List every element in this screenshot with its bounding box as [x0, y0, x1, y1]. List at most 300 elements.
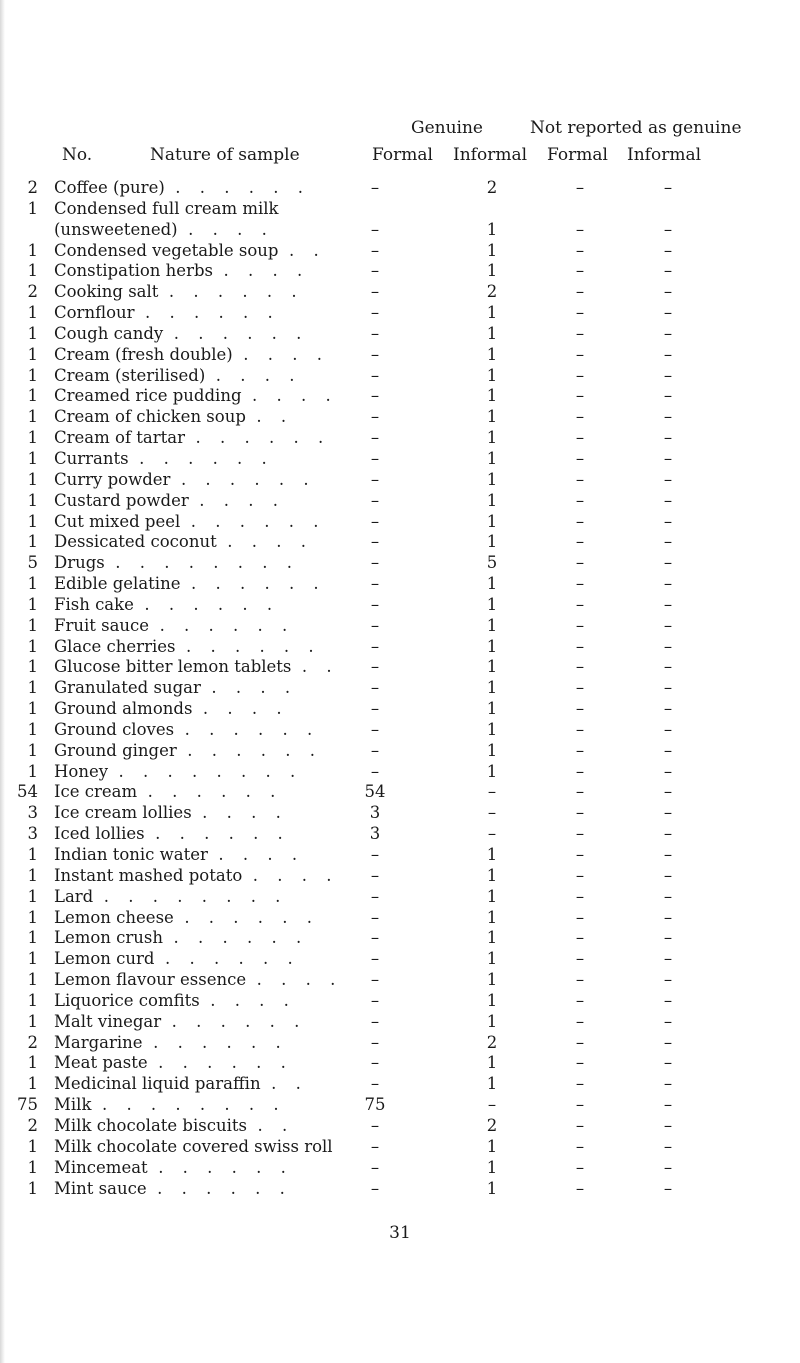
sample-name-text: Constipation herbs — [54, 261, 213, 281]
sample-name-text: Granulated sugar — [54, 678, 201, 698]
leader-dots: . . . . . . — [144, 594, 280, 614]
genuine-informal-cell: 1 — [486, 428, 498, 448]
genuine-heading: Genuine — [411, 118, 483, 138]
not-reported-informal-cell: – — [663, 824, 673, 844]
sample-count: 1 — [27, 407, 38, 427]
genuine-formal-cell: – — [370, 574, 380, 594]
leader-dots: . . . . . . . . — [101, 1095, 286, 1115]
sample-name — [54, 1158, 293, 1179]
not-reported-informal-cell: – — [663, 845, 673, 864]
not-reported-informal-cell: – — [663, 469, 673, 489]
sample-name — [54, 657, 339, 678]
not-reported-formal-cell: – — [575, 907, 585, 927]
genuine-informal-cell: 1 — [486, 657, 498, 677]
genuine-formal-cell: – — [370, 865, 380, 885]
sample-name — [54, 345, 329, 366]
genuine-formal-cell: – — [370, 469, 380, 489]
table-row — [0, 303, 800, 324]
not-reported-informal-cell: – — [663, 928, 673, 948]
table-row — [0, 803, 800, 824]
sample-name — [54, 220, 274, 241]
not-reported-formal-cell: – — [575, 1074, 585, 1094]
genuine-informal-cell: 1 — [486, 594, 498, 614]
genuine-informal-cell: 1 — [486, 240, 498, 260]
sample-name-text: Curry powder — [54, 469, 171, 489]
not-reported-formal-cell: – — [575, 1136, 585, 1156]
table-row — [0, 574, 800, 595]
sample-name-text: Margarine — [54, 1032, 143, 1052]
sample-count: 3 — [27, 803, 38, 823]
genuine-informal-cell: – — [487, 782, 497, 802]
sample-count: 1 — [27, 574, 38, 594]
genuine-informal-cell: 1 — [486, 532, 498, 552]
leader-dots: . . . . — [227, 532, 313, 552]
sample-name-text: Glace cherries — [54, 636, 176, 656]
no-heading: No. — [62, 145, 93, 165]
genuine-formal-cell: – — [370, 657, 380, 677]
genuine-informal-cell: 1 — [486, 365, 498, 385]
not-reported-informal-cell: – — [663, 511, 673, 531]
not-reported-formal-cell: – — [575, 323, 585, 343]
genuine-formal-cell: – — [370, 1053, 380, 1073]
genuine-informal-cell: 2 — [486, 178, 498, 197]
not-reported-informal-cell: – — [663, 1011, 673, 1031]
not-reported-formal-cell: – — [575, 428, 585, 448]
sample-name-text: Cornflour — [54, 303, 135, 323]
not-reported-formal-cell: – — [575, 386, 585, 406]
sample-name — [54, 199, 289, 220]
table-row — [0, 720, 800, 741]
not-reported-formal-cell: – — [575, 949, 585, 969]
genuine-informal-cell: 1 — [486, 1011, 498, 1031]
not-reported-informal-cell: – — [663, 615, 673, 635]
table-row — [0, 1179, 800, 1200]
not-reported-informal-cell: – — [663, 240, 673, 260]
table-row — [0, 866, 800, 887]
not-reported-informal-cell: – — [663, 970, 673, 990]
table-row — [0, 1012, 800, 1033]
sample-name — [54, 908, 319, 929]
leader-dots: . . . . . . — [184, 719, 320, 739]
sample-name-text: Malt vinegar — [54, 1011, 162, 1031]
genuine-informal-cell: 1 — [486, 574, 498, 594]
sample-name-text: Iced lollies — [54, 824, 145, 844]
genuine-formal-cell: – — [370, 615, 380, 635]
genuine-formal-cell: – — [370, 678, 380, 698]
sample-count: 1 — [27, 198, 38, 218]
sample-count: 1 — [27, 344, 38, 364]
sample-name-text: Lemon curd — [54, 949, 155, 969]
sample-name-text: Fruit sauce — [54, 615, 150, 635]
sample-name — [54, 386, 338, 407]
not-reported-formal-cell: – — [575, 678, 585, 698]
leader-dots: . . . . . . — [168, 282, 304, 302]
sample-name — [54, 532, 313, 553]
sample-name — [54, 824, 290, 845]
genuine-formal-cell: – — [370, 178, 380, 197]
sample-name — [54, 491, 285, 512]
sample-name — [54, 699, 289, 720]
genuine-informal-cell: 1 — [486, 469, 498, 489]
sample-name — [54, 991, 296, 1012]
sample-name — [54, 324, 308, 345]
not-reported-formal-cell: – — [575, 261, 585, 281]
not-reported-informal-cell: – — [663, 636, 673, 656]
genuine-informal-cell: 1 — [486, 1178, 498, 1198]
table-row — [0, 928, 800, 949]
genuine-informal-cell: 1 — [486, 407, 498, 427]
not-reported-formal-cell: – — [575, 511, 585, 531]
table-row — [0, 657, 800, 678]
sample-name-text: Fish cake — [54, 594, 134, 614]
leader-dots: . . . . — [202, 699, 289, 719]
not-reported-informal-heading: Informal — [627, 145, 702, 165]
genuine-formal-cell: – — [370, 511, 380, 531]
not-reported-formal-cell: – — [575, 845, 585, 864]
sample-name-text: Ground ginger — [54, 740, 177, 760]
sample-name — [54, 949, 300, 970]
genuine-formal-cell: – — [370, 845, 380, 864]
sample-name — [54, 616, 294, 637]
leader-dots: . . . . . . — [139, 448, 274, 468]
table-row — [0, 1074, 800, 1095]
leader-dots: . . . . — [210, 990, 296, 1010]
sample-count: 1 — [27, 261, 38, 281]
genuine-informal-cell: 1 — [486, 219, 498, 239]
leader-dots: . . . . . . — [158, 1053, 293, 1073]
genuine-formal-cell: – — [370, 1032, 380, 1052]
leader-dots: . . . . . . . . — [103, 886, 288, 906]
table-row — [0, 178, 800, 199]
nature-heading: Nature of sample — [150, 145, 300, 165]
leader-dots: . . . . . . — [155, 824, 290, 844]
genuine-formal-cell: – — [370, 699, 380, 719]
leader-dots: . . . . . . — [153, 1032, 288, 1052]
sample-name — [54, 803, 288, 824]
sample-count: 1 — [27, 448, 38, 468]
genuine-formal-cell: – — [370, 532, 380, 552]
genuine-formal-cell: – — [370, 1115, 380, 1135]
genuine-informal-cell: – — [487, 824, 497, 844]
not-reported-informal-cell: – — [663, 574, 673, 594]
genuine-formal-cell: – — [370, 365, 380, 385]
not-reported-informal-cell: – — [663, 1178, 673, 1198]
genuine-informal-cell: 1 — [486, 1053, 498, 1073]
genuine-formal-cell: – — [370, 261, 380, 281]
sample-name-text: Condensed vegetable soup — [54, 240, 279, 260]
not-reported-informal-cell: – — [663, 1053, 673, 1073]
genuine-formal-cell: – — [370, 344, 380, 364]
sample-name-text: (unsweetened) — [54, 219, 178, 239]
not-reported-formal-cell: – — [575, 719, 585, 739]
sample-name — [54, 241, 326, 262]
genuine-formal-cell: – — [370, 907, 380, 927]
sample-name-text: Drugs — [54, 553, 105, 573]
leader-dots: . . . . . . — [165, 949, 300, 969]
sample-name-text: Dessicated coconut — [54, 532, 217, 552]
sample-name-text: Meat paste — [54, 1053, 148, 1073]
genuine-informal-cell: 1 — [486, 949, 498, 969]
table-row — [0, 386, 800, 407]
sample-count: 1 — [27, 928, 38, 948]
not-reported-informal-cell: – — [663, 782, 673, 802]
sample-name-text: Cut mixed peel — [54, 511, 181, 531]
genuine-informal-cell: 1 — [486, 678, 498, 698]
not-reported-informal-cell: – — [663, 490, 673, 510]
genuine-formal-cell: – — [370, 282, 380, 302]
table-row — [0, 324, 800, 345]
genuine-formal-cell: – — [370, 1136, 380, 1156]
sample-name-text: Milk chocolate covered swiss roll — [54, 1136, 333, 1156]
leader-dots: . . . . . . — [190, 574, 326, 594]
leader-dots: . . . . . . — [185, 636, 321, 656]
not-reported-formal-cell: – — [575, 1178, 585, 1198]
not-reported-informal-cell: – — [663, 303, 673, 323]
sample-name — [54, 470, 316, 491]
genuine-informal-cell: 1 — [486, 990, 498, 1010]
not-reported-informal-cell: – — [663, 323, 673, 343]
sample-count: 1 — [27, 386, 38, 406]
sample-count: 1 — [27, 428, 38, 448]
genuine-informal-cell: 1 — [486, 907, 498, 927]
not-reported-formal-cell: – — [575, 303, 585, 323]
sample-name — [54, 1137, 343, 1158]
sample-count: 1 — [27, 1136, 38, 1156]
sample-name-text: Ice cream lollies — [54, 803, 192, 823]
sample-count: 1 — [27, 949, 38, 969]
table-row — [0, 991, 800, 1012]
genuine-informal-cell: 1 — [486, 1074, 498, 1094]
not-reported-formal-cell: – — [575, 407, 585, 427]
sample-name — [54, 1033, 288, 1054]
not-reported-formal-cell: – — [575, 490, 585, 510]
genuine-informal-cell: 1 — [486, 448, 498, 468]
genuine-informal-heading: Informal — [453, 145, 528, 165]
sample-name-text: Ice cream — [54, 782, 138, 802]
sample-name — [54, 366, 301, 387]
table-row — [0, 637, 800, 658]
table-row — [0, 1095, 800, 1116]
sample-name — [54, 595, 279, 616]
genuine-informal-cell: – — [487, 803, 497, 823]
table-row — [0, 824, 800, 845]
genuine-informal-cell: 1 — [486, 845, 498, 864]
leader-dots: . . . . — [243, 344, 329, 364]
not-reported-formal-cell: – — [575, 1011, 585, 1031]
page-number: 31 — [389, 1223, 411, 1243]
genuine-formal-cell: – — [370, 490, 380, 510]
leader-dots: . . . . . . — [184, 907, 320, 927]
not-reported-formal-cell: – — [575, 469, 585, 489]
sample-name — [54, 928, 308, 949]
leader-dots: . . . . . . — [171, 1011, 307, 1031]
genuine-informal-cell: 1 — [486, 303, 498, 323]
not-reported-informal-cell: – — [663, 1157, 673, 1177]
leader-dots: . . . . — [223, 261, 310, 281]
sample-name — [54, 178, 310, 199]
sample-name — [54, 407, 293, 428]
not-reported-informal-cell: – — [663, 407, 673, 427]
sample-name — [54, 1179, 292, 1200]
not-reported-formal-cell: – — [575, 448, 585, 468]
not-reported-formal-cell: – — [575, 761, 585, 781]
leader-dots: . . — [257, 1115, 295, 1135]
leader-dots: . . . . — [202, 803, 288, 823]
sample-count: 1 — [27, 865, 38, 885]
leader-dots: . . . . . . — [187, 740, 322, 760]
sample-name-text: Medicinal liquid paraffin — [54, 1074, 261, 1094]
sample-count: 1 — [27, 699, 38, 719]
not-reported-formal-cell: – — [575, 824, 585, 844]
not-reported-informal-cell: – — [663, 594, 673, 614]
genuine-informal-cell: 2 — [486, 282, 498, 302]
sample-table — [0, 178, 800, 1199]
sample-count: 75 — [17, 1095, 38, 1115]
genuine-informal-cell: – — [487, 1095, 497, 1115]
not-reported-formal-cell: – — [575, 803, 585, 823]
genuine-formal-cell: – — [370, 886, 380, 906]
genuine-informal-cell: 1 — [486, 740, 498, 760]
genuine-formal-cell: – — [370, 636, 380, 656]
table-row — [0, 595, 800, 616]
sample-name-text: Custard powder — [54, 490, 189, 510]
not-reported-formal-cell: – — [575, 1115, 585, 1135]
sample-name — [54, 428, 330, 449]
not-reported-formal-cell: – — [575, 615, 585, 635]
sample-name — [54, 574, 326, 595]
sample-count: 5 — [27, 553, 38, 573]
genuine-informal-cell: 1 — [486, 1136, 498, 1156]
sample-count: 1 — [27, 636, 38, 656]
genuine-formal-cell: 54 — [364, 782, 386, 802]
sample-count: 1 — [27, 719, 38, 739]
genuine-formal-cell: – — [370, 219, 380, 239]
table-row — [0, 678, 800, 699]
leader-dots: . . — [256, 407, 294, 427]
not-reported-formal-cell: – — [575, 532, 585, 552]
table-row — [0, 741, 800, 762]
table-row — [0, 1053, 800, 1074]
sample-count: 1 — [27, 761, 38, 781]
table-row — [0, 366, 800, 387]
genuine-formal-cell: – — [370, 1074, 380, 1094]
table-row — [0, 970, 800, 991]
genuine-formal-cell: 3 — [369, 824, 381, 844]
leader-dots: . . . . . . . . — [118, 761, 303, 781]
sample-name-text: Creamed rice pudding — [54, 386, 242, 406]
leader-dots: . . . . — [215, 365, 302, 385]
genuine-formal-cell: – — [370, 428, 380, 448]
not-reported-informal-cell: – — [663, 178, 673, 197]
genuine-formal-cell: – — [370, 1178, 380, 1198]
sample-name-text: Cream (fresh double) — [54, 344, 233, 364]
leader-dots: . . . . — [211, 678, 298, 698]
leader-dots: . . . . — [252, 386, 338, 406]
sample-count: 1 — [27, 1074, 38, 1094]
genuine-formal-cell: – — [370, 386, 380, 406]
sample-name-text: Glucose bitter lemon tablets — [54, 657, 292, 677]
sample-name — [54, 449, 274, 470]
sample-count: 1 — [27, 907, 38, 927]
not-reported-formal-cell: – — [575, 636, 585, 656]
not-reported-formal-cell: – — [575, 219, 585, 239]
not-reported-informal-cell: – — [663, 699, 673, 719]
table-row — [0, 1033, 800, 1054]
sample-name-text: Ground almonds — [54, 699, 193, 719]
genuine-informal-cell: 1 — [486, 699, 498, 719]
sample-count: 1 — [27, 1011, 38, 1031]
genuine-informal-cell: 1 — [486, 928, 498, 948]
not-reported-formal-cell: – — [575, 699, 585, 719]
not-reported-formal-cell: – — [575, 1032, 585, 1052]
sample-name — [54, 866, 338, 887]
sample-count: 3 — [27, 824, 38, 844]
sample-name-text: Coffee (pure) — [54, 178, 165, 197]
sample-name-text: Cream of tartar — [54, 428, 186, 448]
sample-count: 1 — [27, 740, 38, 760]
not-reported-informal-cell: – — [663, 219, 673, 239]
table-row — [0, 782, 800, 803]
not-reported-informal-cell: – — [663, 282, 673, 302]
not-reported-formal-cell: – — [575, 740, 585, 760]
sample-name — [54, 970, 342, 991]
table-row — [0, 908, 800, 929]
genuine-formal-cell: – — [370, 1157, 380, 1177]
sample-name — [54, 512, 326, 533]
not-reported-formal-cell: – — [575, 365, 585, 385]
sample-count: 1 — [27, 511, 38, 531]
leader-dots: . . . . . . — [180, 469, 316, 489]
sample-name-text: Mint sauce — [54, 1178, 147, 1198]
sample-count: 1 — [27, 594, 38, 614]
sample-name — [54, 1074, 308, 1095]
not-reported-formal-cell: – — [575, 344, 585, 364]
not-reported-informal-cell: – — [663, 907, 673, 927]
leader-dots: . . . . . . — [190, 511, 326, 531]
genuine-formal-cell: – — [370, 740, 380, 760]
not-reported-informal-cell: – — [663, 448, 673, 468]
table-row — [0, 449, 800, 470]
genuine-informal-cell: 1 — [486, 615, 498, 635]
sample-count: 1 — [27, 469, 38, 489]
table-row — [0, 1116, 800, 1137]
genuine-formal-heading: Formal — [372, 145, 433, 165]
sample-name-text: Ground cloves — [54, 719, 175, 739]
not-reported-heading: Not reported as genuine — [530, 118, 742, 138]
sample-count: 1 — [27, 970, 38, 990]
sample-count: 1 — [27, 365, 38, 385]
table-row — [0, 512, 800, 533]
sample-name — [54, 887, 287, 908]
table-row — [0, 407, 800, 428]
genuine-formal-cell: – — [370, 448, 380, 468]
not-reported-formal-heading: Formal — [547, 145, 608, 165]
sample-count: 2 — [27, 1032, 38, 1052]
table-row — [0, 220, 800, 241]
sample-count: 1 — [27, 1157, 38, 1177]
leader-dots: . . . . . . . . — [115, 553, 299, 573]
not-reported-formal-cell: – — [575, 240, 585, 260]
sample-name — [54, 720, 319, 741]
table-row — [0, 616, 800, 637]
genuine-formal-cell: – — [370, 990, 380, 1010]
not-reported-formal-cell: – — [575, 282, 585, 302]
genuine-informal-cell: 2 — [486, 1032, 498, 1052]
table-row — [0, 261, 800, 282]
sample-count: 1 — [27, 615, 38, 635]
not-reported-informal-cell: – — [663, 344, 673, 364]
genuine-informal-cell: 1 — [486, 1157, 498, 1177]
